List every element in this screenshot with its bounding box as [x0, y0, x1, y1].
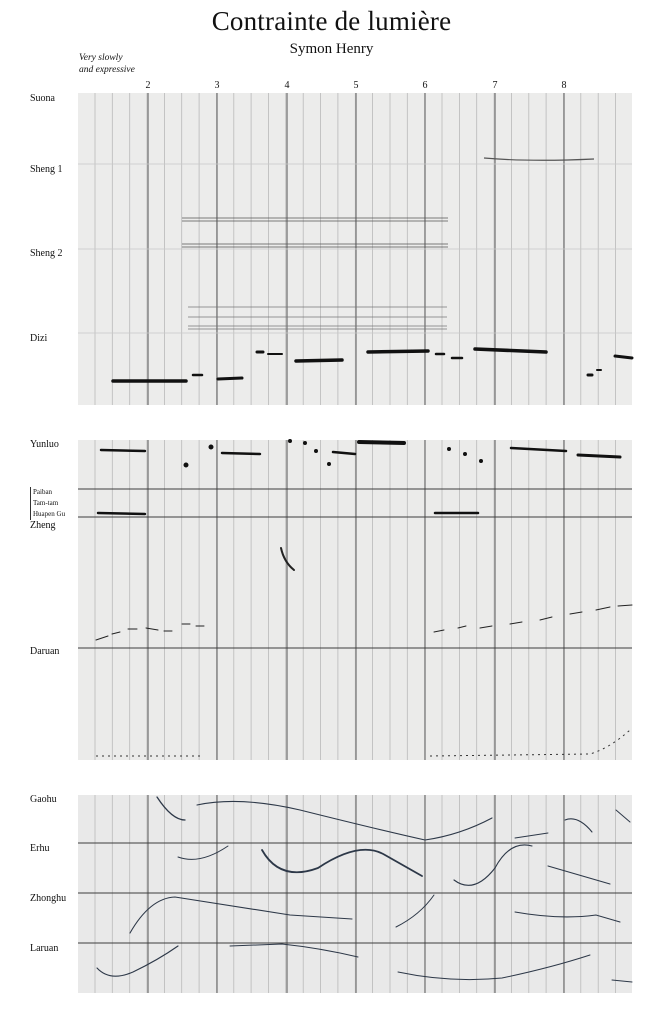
instrument-label-sheng2: Sheng 2: [30, 248, 63, 259]
instrument-label-suona: Suona: [30, 93, 55, 104]
instrument-label-huapengu: Huapen Gu: [33, 510, 66, 518]
instrument-label-erhu: Erhu: [30, 843, 50, 854]
measure-number-5: 5: [353, 80, 359, 91]
measure-number-8: 8: [561, 80, 567, 91]
instrument-label-paiban: Paiban: [33, 488, 53, 496]
instrument-label-zhonghu: Zhonghu: [30, 893, 67, 904]
measure-number-4: 4: [284, 80, 290, 91]
measure-number-3: 3: [214, 80, 220, 91]
instrument-label-daruan: Daruan: [30, 646, 60, 657]
instrument-label-gaohu: Gaohu: [30, 794, 57, 805]
instrument-label-sheng1: Sheng 1: [30, 164, 63, 175]
tempo-line-1: Very slowly: [79, 53, 123, 63]
measure-number-2: 2: [145, 80, 151, 91]
tempo-line-2: and expressive: [79, 65, 135, 75]
instrument-label-yunluo: Yunluo: [30, 439, 59, 450]
instrument-label-laruan: Laruan: [30, 943, 59, 954]
instrument-label-dizi: Dizi: [30, 333, 48, 344]
measure-number-6: 6: [422, 80, 428, 91]
composer-name: Symon Henry: [289, 41, 374, 57]
score-title: Contrainte de lumière: [211, 6, 452, 36]
measure-number-7: 7: [492, 80, 498, 91]
instrument-label-zheng: Zheng: [30, 520, 56, 531]
instrument-label-tamtam: Tam-tam: [33, 499, 59, 507]
